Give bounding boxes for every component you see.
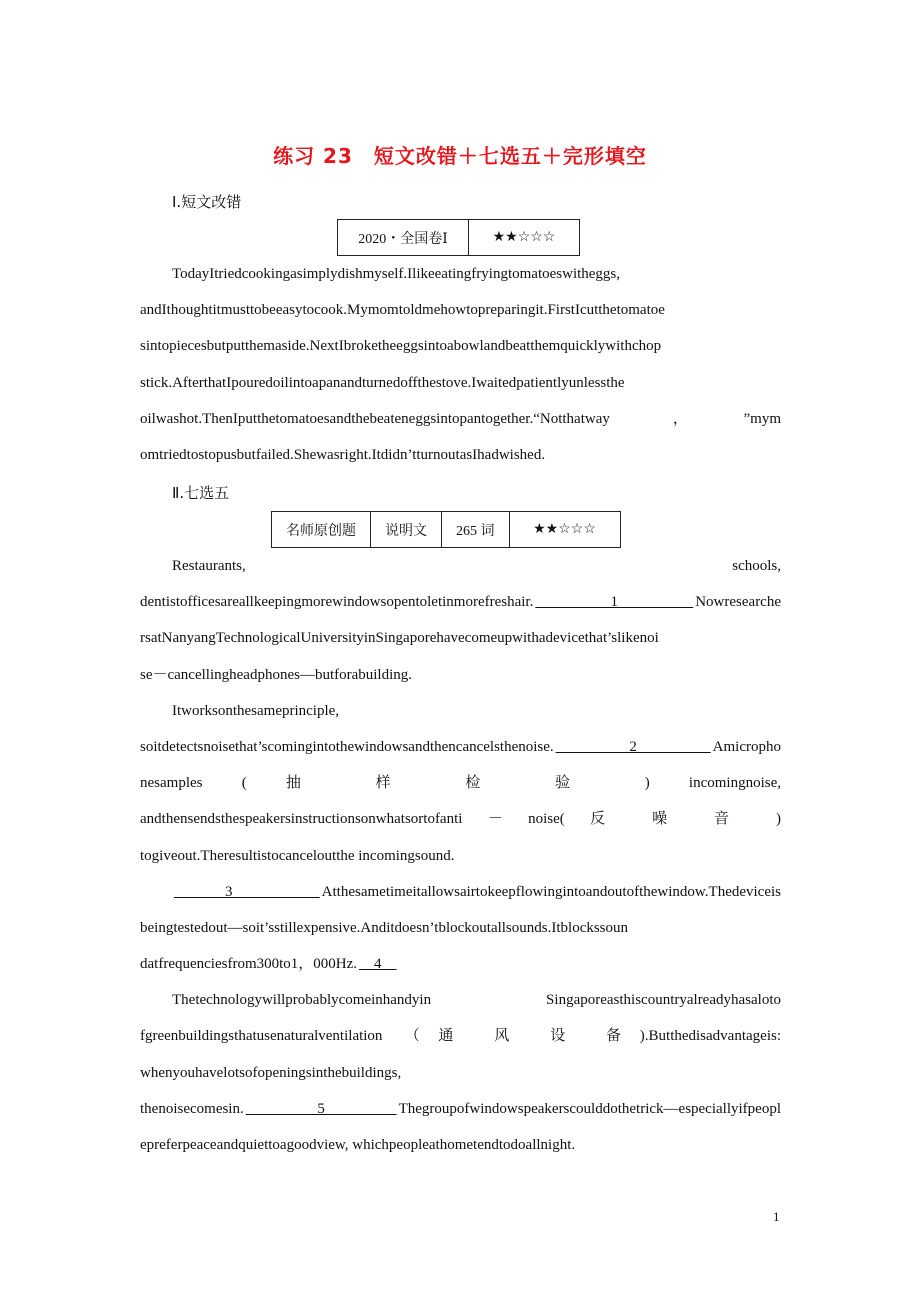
line-text: togiveout.Theresultistocanceloutthe incomingsound. [140, 847, 455, 864]
text-line [140, 982, 781, 1018]
line-text: stick.AfterthatIpouredoilintoapanandturnedoffthestove.Iwaitedpatientlyunlessthe [140, 374, 625, 391]
text-line [140, 729, 781, 765]
answer-blank[interactable]: 1 [535, 594, 694, 611]
line-text: Restaurants, schools, [172, 558, 781, 574]
line-text: Atthesametimeitallowsairtokeepflowingintoandoutofthewindow.Thedeviceis [321, 883, 781, 900]
line-text: thenoisecomesin. [140, 1100, 244, 1117]
line-text: Amicropho [712, 738, 781, 755]
section-1-info-table [337, 219, 580, 256]
section-1-heading: Ⅰ.短文改错 [172, 193, 242, 211]
section-2-passage [140, 548, 781, 1163]
text-line [140, 1055, 781, 1091]
line-text: oilwashot.ThenIputthetomatoesandthebeateneggsintopantogether.“Notthatway，”mym [140, 410, 781, 427]
line-text: Thegroupofwindowspeakerscoulddothetrick—especiallyifpeopl [398, 1100, 781, 1117]
text-line [140, 657, 781, 693]
line-text: sintopiecesbutputthemaside.NextIbroketheeggsintoabowlandbeatthemquicklywithchop [140, 338, 662, 355]
line-text: whenyouhavelotsofopeningsinthebuildings, [140, 1064, 402, 1081]
difficulty-stars: ★★☆☆☆ [509, 512, 620, 548]
text-line [140, 874, 781, 910]
answer-blank[interactable]: 5 [245, 1100, 397, 1117]
text-line [140, 1127, 781, 1163]
line-text: TodayItriedcookingasimplydishmyself.Ilikeeatingfryingtomatoeswitheggs, [172, 266, 621, 282]
text-line [140, 765, 781, 801]
text-line [140, 693, 781, 729]
answer-blank[interactable]: 2 [555, 738, 711, 755]
source-cell: 2020・全国卷Ⅰ [338, 220, 469, 256]
text-line [140, 292, 781, 328]
section-2-heading: Ⅱ.七选五 [172, 484, 230, 502]
line-text: fgreenbuildingsthatusenaturalventilation （通 风 设 备).Butthedisadvantageis: [140, 1028, 781, 1045]
line-text: se－cancellingheadphones—butforabuilding. [140, 666, 413, 683]
text-line [140, 1018, 781, 1054]
text-line [140, 910, 781, 946]
answer-blank[interactable]: 3 [174, 883, 320, 900]
word-count-cell: 265 词 [442, 512, 510, 548]
answer-blank[interactable]: 4 [359, 956, 397, 973]
section-1-passage [140, 256, 781, 473]
line-text: rsatNanyangTechnologicalUniversityinSingaporehavecomeupwithadevicethat’slikenoi [140, 630, 659, 647]
line-text: datfrequenciesfrom300to1，000Hz. [140, 956, 358, 973]
text-line [140, 838, 781, 874]
text-line [140, 801, 781, 837]
difficulty-stars: ★★☆☆☆ [469, 220, 580, 256]
line-text: Nowresearche [695, 594, 781, 611]
text-line [140, 620, 781, 656]
line-text: dentistofficesareallkeepingmorewindowsopentoletinmorefreshair. [140, 594, 534, 611]
line-text: beingtestedout—soit’sstillexpensive.Anditdoesn’tblockoutallsounds.Itblockssoun [140, 919, 629, 936]
line-text: andIthoughtitmusttobeeasytocook.Mymomtoldmehowtopreparingit.FirstIcutthetomatoe [140, 302, 665, 319]
text-line [140, 1091, 781, 1127]
page-number: 1 [773, 1209, 780, 1224]
line-text: andthensendsthespeakersinstructionsonwhatsortofanti － noise( 反 噪 音 ) [140, 811, 781, 828]
text-line [140, 437, 781, 473]
section-2-info-table [271, 511, 621, 548]
text-line [140, 365, 781, 401]
text-line [140, 946, 781, 982]
text-line [140, 328, 781, 364]
line-text: nesamples ( 抽 样 检 验 ) incomingnoise, [140, 775, 781, 792]
source-cell: 名师原创题 [272, 512, 371, 548]
genre-cell: 说明文 [371, 512, 442, 548]
line-text: soitdetectsnoisethat’scomingintothewindowsandthencancelsthenoise. [140, 738, 554, 755]
line-text: Itworksonthesameprinciple, [172, 702, 340, 719]
text-line [140, 548, 781, 584]
line-text: epreferpeaceandquiettoagoodview, whichpeopleathometendtodoallnight. [140, 1137, 576, 1153]
text-line [140, 401, 781, 437]
text-line [140, 584, 781, 620]
line-text: omtriedtostopusbutfailed.Shewasright.Itdidn’tturnoutasIhadwished. [140, 446, 546, 463]
line-text: Thetechnologywillprobablycomeinhandyin Singaporeasthiscountryalreadyhasaloto [172, 992, 781, 1009]
page-title: 练习 23 短文改错＋七选五＋完形填空 [273, 144, 647, 168]
text-line [140, 256, 781, 292]
